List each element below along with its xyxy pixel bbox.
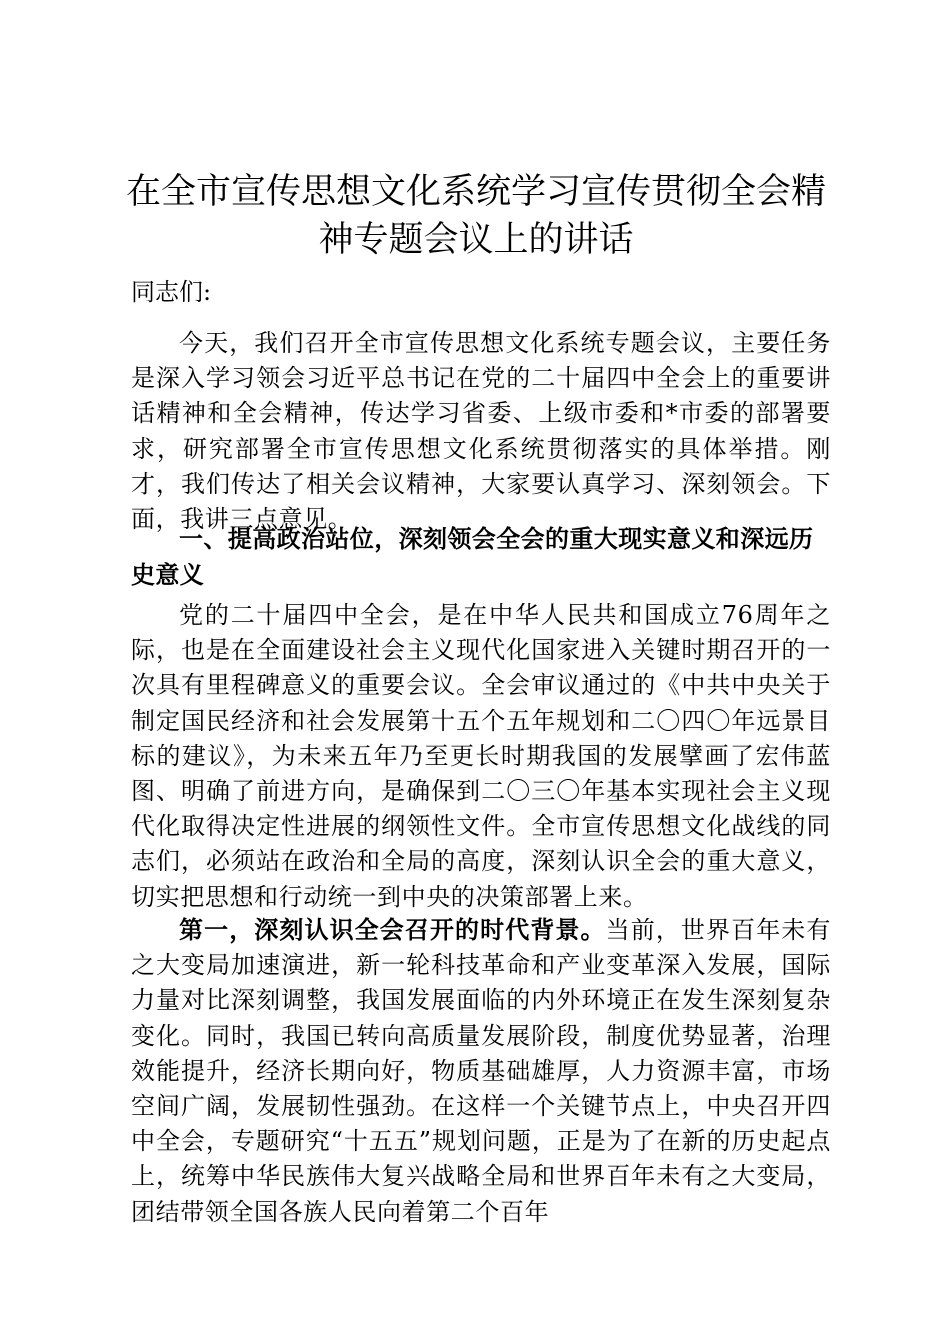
section-1-paragraph: 党的二十届四中全会，是在中华人民共和国成立76周年之际，也是在全面建设社会主义现代化国家进入关键时期召开的一次具有里程碑意义的重要会议。全会审议通过的《中共中央关于制定国民经济和社会发展第十五个五年规划和二〇四〇年远景目标的建议》，为未来五年乃至更长时期我国的发展擘画了宏伟蓝图、明确了前进方向，是确保到二〇三〇年基本实现社会主义现代化取得决定性进展的纲领性文件。全市宣传思想文化战线的同志们，必须站在政治和全局的高度，深刻认识全会的重大意义，切实把思想和行动统一到中央的决策部署上来。 xyxy=(131,601,831,911)
document-title: 在全市宣传思想文化系统学习宣传贯彻全会精神专题会议上的讲话 xyxy=(125,172,826,260)
point-1-paragraph xyxy=(131,912,831,1230)
point-1-body: 当前，世界百年未有之大变局加速演进，新一轮科技革命和产业变革深入发展，国际力量对比深刻调整，我国发展面临的内外环境正在发生深刻复杂变化。同时，我国已转向高质量发展阶段，制度优势显著，治理效能提升，经济长期向好，物质基础雄厚，人力资源丰富，市场空间广阔，发展韧性强劲。在这样一个关键节点上，中央召开四中全会，专题研究“十五五”规划问题，正是为了在新的历史起点上，统筹中华民族伟大复兴战略全局和世界百年未有之大变局，团结带领全国各族人民向着第二个百年 xyxy=(131,916,831,1226)
section-heading-1: 一、提高政治站位，深刻领会全会的重大现实意义和深远历史意义 xyxy=(131,524,814,589)
point-1-lead: 第一，深刻认识全会召开的时代背景。 xyxy=(179,915,606,944)
salutation: 同志们: xyxy=(131,278,212,306)
intro-paragraph: 今天，我们召开全市宣传思想文化系统专题会议，主要任务是深入学习领会习近平总书记在党的二十届四中全会上的重要讲话精神和全会精神，传达学习省委、上级市委和*市委的部署要求，研究部署全市宣传思想文化系统贯彻落实的具体举措。刚才，我们传达了相关会议精神，大家要认真学习、深刻领会。下面，我讲三点意见。 xyxy=(131,329,831,534)
